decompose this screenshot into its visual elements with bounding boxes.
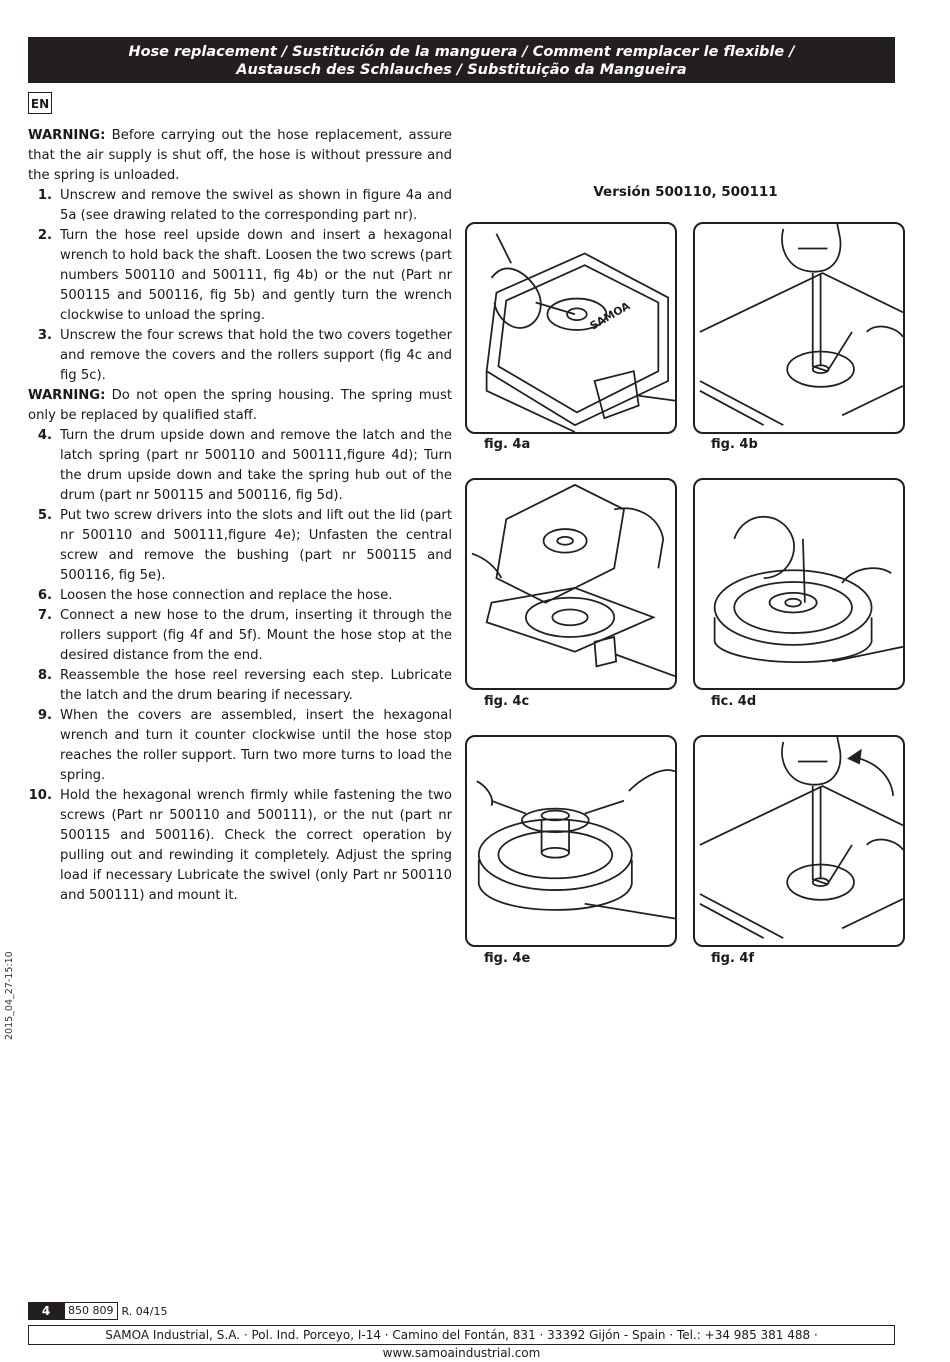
step-number: 1. [37, 188, 52, 203]
step-text: Loosen the hose connection and replace the hose. [60, 588, 393, 603]
step-text: Unscrew and remove the swivel as shown in figure 4a and 5a (see drawing related to the corresponding part nr). [60, 188, 452, 223]
step-text: Unscrew the four screws that hold the two covers together and remove the covers and the rollers support (fig 4c and fig 5c). [60, 328, 452, 383]
figure-4b-caption: fig. 4b [711, 437, 758, 452]
print-date-stamp: 2015_04_27-15:10 [4, 951, 15, 1040]
warning-text: Before carrying out the hose replacement, assure that the air supply is shut off, the hose is without pressure and the spring is unloaded. [28, 128, 452, 183]
step-item [28, 606, 452, 666]
step-text: Turn the drum upside down and remove the latch and the latch spring (part nr 500110 and 500111,figure 4d); Turn the drum upside down and take the spring hub out of the drum (part nr 500115 and 500116, fig 5d). [60, 428, 452, 503]
figure-4a-caption: fig. 4a [484, 437, 531, 452]
figure-4b-illustration [693, 222, 905, 434]
hose-reel-swivel-drawing [467, 224, 675, 432]
latch-removal-drawing [695, 480, 903, 688]
step-item [28, 666, 452, 706]
revision-label: R. 04/15 [121, 1304, 168, 1318]
section-title-line-2: Austausch des Schlauches / Substituição da Mangueira [236, 62, 687, 78]
spring-loading-drawing [695, 737, 903, 945]
version-label: Versión 500110, 500111 [593, 184, 778, 200]
warning-paragraph-1 [28, 126, 452, 186]
step-item [28, 226, 452, 326]
page-number: 4 [28, 1302, 64, 1320]
section-title-bar [28, 37, 895, 83]
step-number: 2. [37, 228, 52, 243]
language-tag: EN [28, 92, 52, 114]
step-item [28, 706, 452, 786]
page-info [28, 1302, 167, 1320]
warning-paragraph-2 [28, 386, 452, 426]
lid-lift-drawing [467, 737, 675, 945]
step-item [28, 786, 452, 906]
step-number: 4. [37, 428, 52, 443]
step-text: Turn the hose reel upside down and insert a hexagonal wrench to hold back the shaft. Loosen the two screws (part numbers 500110 and 500111, fig 4b) or the nut (Part nr 500115 and 500116, fig 5b) and gently turn the wrench clockwise to unload the spring. [60, 228, 452, 323]
step-item [28, 326, 452, 386]
warning-label: WARNING: [28, 128, 106, 143]
rotation-arrow-icon [847, 749, 862, 765]
figure-4e-caption: fig. 4e [484, 951, 531, 966]
step-number: 3. [37, 328, 52, 343]
hex-wrench-drawing [695, 224, 903, 432]
figure-4c-illustration [465, 478, 677, 690]
document-number: 850 809 [64, 1302, 118, 1320]
section-title-line-1: Hose replacement / Sustitución de la manguera / Comment remplacer le flexible / [128, 44, 795, 60]
step-number: 8. [37, 668, 52, 683]
step-text: Put two screw drivers into the slots and lift out the lid (part nr 500110 and 500111,figure 4e); Unfasten the central screw and remove the bushing (part nr 500115 and 500116, fig 5e). [60, 508, 452, 583]
step-item [28, 426, 452, 506]
figure-4c-caption: fig. 4c [484, 694, 530, 709]
step-text: Connect a new hose to the drum, inserting it through the rollers support (fig 4f and 5f). Mount the hose stop at the desired distance from the end. [60, 608, 452, 663]
company-address-bar: SAMOA Industrial, S.A. · Pol. Ind. Porceyo, I-14 · Camino del Fontán, 831 · 33392 Gijón - Spain · Tel.: +34 985 381 488 · www.samoaindustrial.com [28, 1325, 895, 1345]
step-text: Reassemble the hose reel reversing each step. Lubricate the latch and the drum bearing if necessary. [60, 668, 452, 703]
step-number: 6. [37, 588, 52, 603]
figure-4f-illustration [693, 735, 905, 947]
instructions-column [28, 126, 452, 906]
warning-text: Do not open the spring housing. The spring must only be replaced by qualified staff. [28, 388, 452, 423]
step-number: 5. [37, 508, 52, 523]
figure-4d-illustration [693, 478, 905, 690]
step-item [28, 586, 452, 606]
step-item [28, 506, 452, 586]
step-number: 7. [37, 608, 52, 623]
step-text: Hold the hexagonal wrench firmly while fastening the two screws (Part nr 500110 and 500111), or the nut (part nr 500115 and 500116). Check the correct operation by pulling out and rewinding it completely. Adjust the spring load if necessary Lubricate the swivel (only Part nr 500110 and 500111) and mount it. [60, 788, 452, 903]
step-text: When the covers are assembled, insert the hexagonal wrench and turn it counter clockwise until the hose stop reaches the roller support. Turn two more turns to load the spring. [60, 708, 452, 783]
brand-mark: SAMOA [587, 299, 633, 333]
figure-4f-caption: fig. 4f [711, 951, 755, 966]
step-number: 10. [28, 788, 52, 803]
cover-removal-drawing [467, 480, 675, 688]
figure-4d-caption: fic. 4d [711, 694, 757, 709]
figure-4a-illustration [465, 222, 677, 434]
step-item [28, 186, 452, 226]
step-number: 9. [37, 708, 52, 723]
warning-label: WARNING: [28, 388, 106, 403]
figure-4e-illustration [465, 735, 677, 947]
